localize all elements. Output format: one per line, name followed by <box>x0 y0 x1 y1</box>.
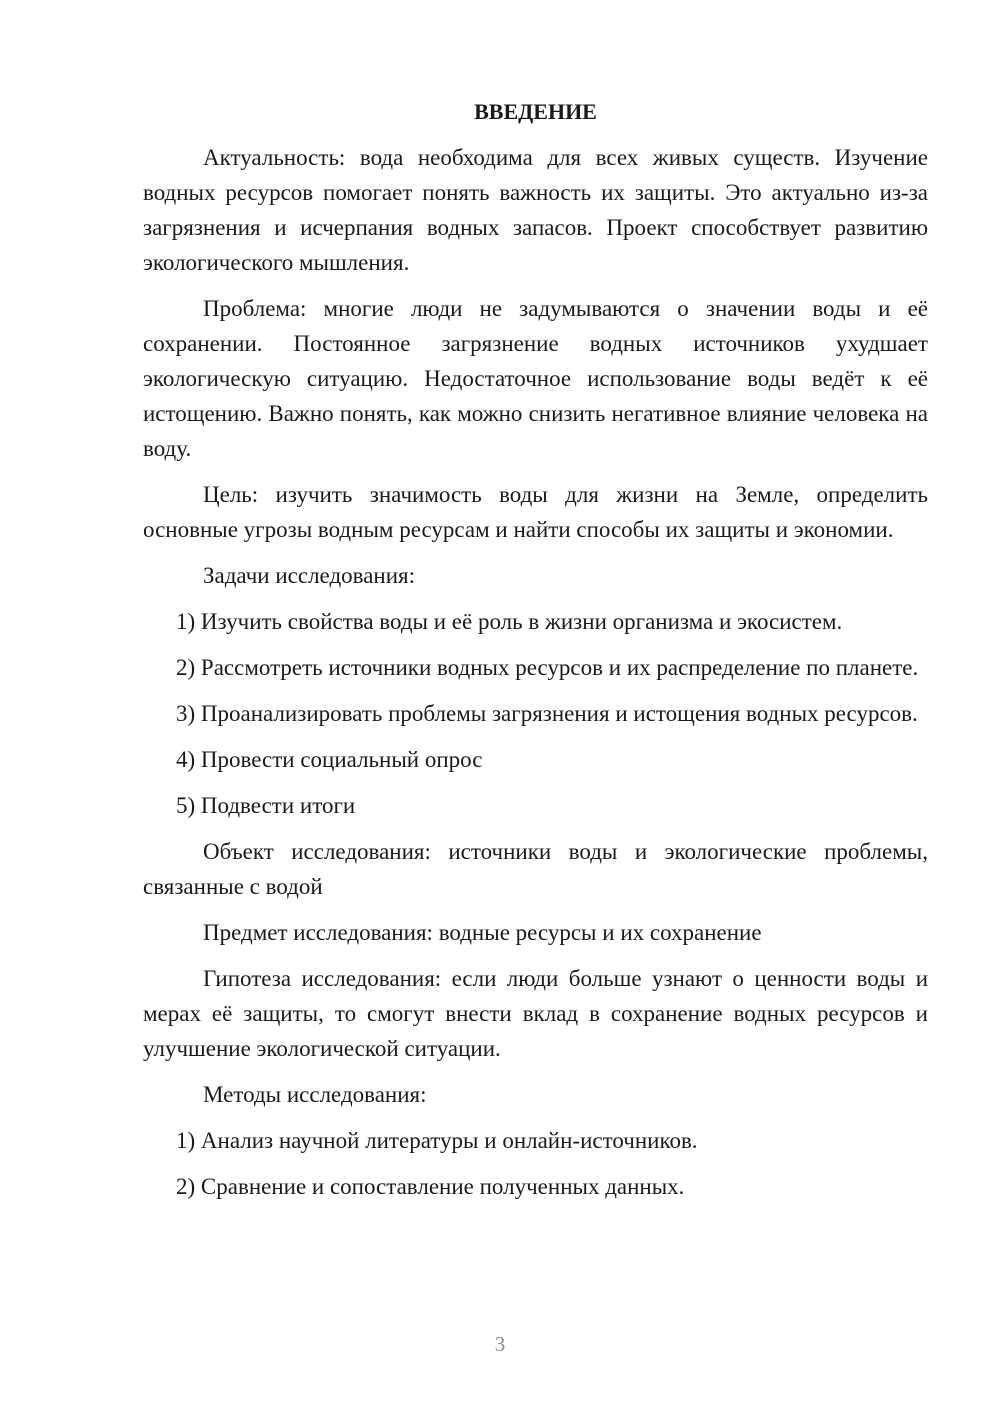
paragraph-subject: Предмет исследования: водные ресурсы и их сохранение <box>203 920 762 945</box>
paragraph-hypothesis: Гипотеза исследования: если люди больше узнают о ценности воды и мерах её защиты, то смогут внести вклад в сохранение водных ресурсов и улучшение экологической ситуации. <box>143 966 928 1061</box>
task-item-2: 2) Рассмотреть источники водных ресурсов и их распределение по планете. <box>176 655 919 680</box>
method-item-1: 1) Анализ научной литературы и онлайн-источников. <box>176 1128 698 1153</box>
paragraph-goal: Цель: изучить значимость воды для жизни на Земле, определить основные угрозы водным ресурсам и найти способы их защиты и экономии. <box>143 482 928 542</box>
task-item-4: 4) Провести социальный опрос <box>176 747 483 772</box>
page-content <box>143 94 928 1215</box>
paragraph-object: Объект исследования: источники воды и экологические проблемы, связанные с водой <box>143 839 928 899</box>
task-item-3: 3) Проанализировать проблемы загрязнения и истощения водных ресурсов. <box>176 701 918 726</box>
paragraph-relevance: Актуальность: вода необходима для всех живых существ. Изучение водных ресурсов помогает понять важность их защиты. Это актуально из-за загрязнения и исчерпания водных запасов. Проект способствует развитию экологического мышления. <box>143 145 928 275</box>
page-number: 3 <box>494 1332 506 1356</box>
task-item-5: 5) Подвести итоги <box>176 793 356 818</box>
methods-heading: Методы исследования: <box>203 1082 427 1107</box>
method-item-2: 2) Сравнение и сопоставление полученных данных. <box>176 1174 685 1199</box>
paragraph-problem: Проблема: многие люди не задумываются о значении воды и её сохранении. Постоянное загрязнение водных источников ухудшает экологическую ситуацию. Недостаточное использование воды ведёт к её истощению. Важно понять, как можно снизить негативное влияние человека на воду. <box>143 296 928 461</box>
tasks-heading: Задачи исследования: <box>203 563 416 588</box>
document-title: ВВЕДЕНИЕ <box>474 99 597 124</box>
task-item-1: 1) Изучить свойства воды и её роль в жизни организма и экосистем. <box>176 609 843 634</box>
